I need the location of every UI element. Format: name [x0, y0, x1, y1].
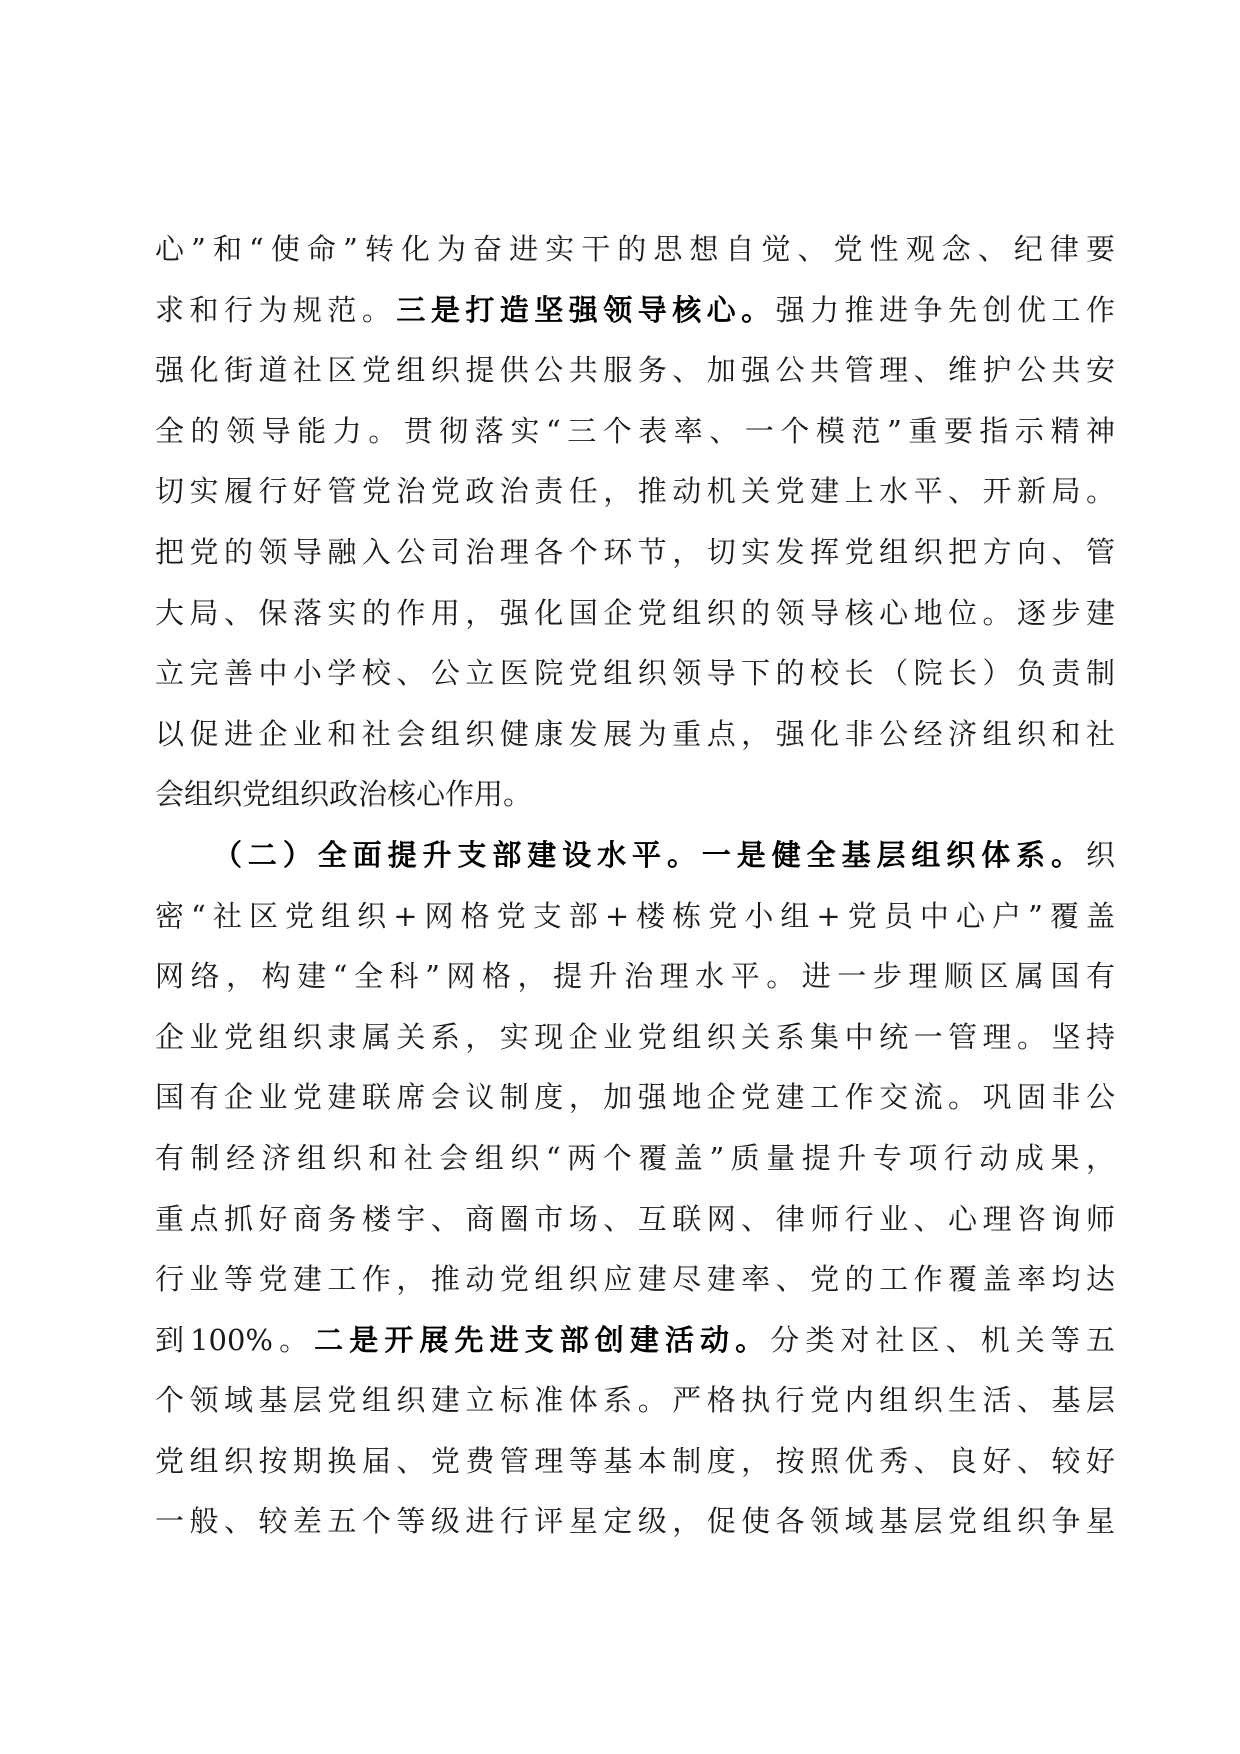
text-run: 会组织党组织政治核心作用。: [155, 777, 533, 812]
text-run: 大局、保落实的作用，强化国企党组织的领导核心地位。逐步建: [155, 595, 1115, 630]
text-line: [155, 1370, 1115, 1431]
text-line: [155, 704, 1115, 765]
bold-heading-run: 三是打造坚强领导核心。: [396, 292, 776, 327]
text-run: 求和行为规范。: [155, 292, 397, 327]
text-run: 网络，构建“全科”网格，提升治理水平。进一步理顺区属国有: [155, 959, 1115, 994]
text-run: 切实履行好管党治党政治责任，推动机关党建上水平、开新局。: [155, 474, 1115, 509]
text-run: 把党的领导融入公司治理各个环节，切实发挥党组织把方向、管: [155, 534, 1115, 569]
text-line: [155, 1249, 1115, 1310]
text-run: 企业党组织隶属关系，实现企业党组织关系集中统一管理。坚持: [155, 1019, 1115, 1054]
text-run: 强力推进争先创优工作: [775, 292, 1115, 327]
text-line: [155, 461, 1115, 522]
text-run: 有制经济组织和社会组织“两个覆盖”质量提升专项行动成果，: [155, 1140, 1115, 1175]
text-line: [155, 643, 1115, 704]
text-line: [155, 1310, 1115, 1371]
text-run: 国有企业党建联席会议制度，加强地企党建工作交流。巩固非公: [155, 1080, 1115, 1115]
text-run: 织: [1085, 837, 1115, 872]
text-run: 密“社区党组织+网格党支部+楼栋党小组+党员中心户”覆盖: [155, 898, 1115, 933]
text-run: 心”和“使命”转化为奋进实干的思想自觉、党性观念、纪律要: [155, 232, 1115, 266]
text-line: [155, 340, 1115, 401]
text-line: [155, 946, 1115, 1007]
text-run: 党组织按期换届、党费管理等基本制度，按照优秀、良好、较好: [155, 1443, 1115, 1478]
bold-heading-run: （二）全面提升支部建设水平。一是健全基层组织体系。: [213, 837, 1086, 872]
text-line: [155, 1067, 1115, 1128]
text-run: 分类对社区、机关等五: [770, 1322, 1115, 1357]
text-run: 一般、较差五个等级进行评星定级，促使各领域基层党组织争星: [155, 1504, 1115, 1539]
text-run: 立完善中小学校、公立医院党组织领导下的校长（院长）负责制: [155, 656, 1115, 691]
text-run: 到100%。: [155, 1322, 315, 1357]
text-line: [155, 1189, 1115, 1250]
text-line: [155, 1007, 1115, 1068]
text-line: [155, 1431, 1115, 1492]
text-line: [155, 280, 1115, 341]
text-run: 以促进企业和社会组织健康发展为重点，强化非公经济组织和社: [155, 716, 1115, 751]
text-line: [155, 401, 1115, 462]
text-run: 个领域基层党组织建立标准体系。严格执行党内组织生活、基层: [155, 1383, 1115, 1418]
text-line: [155, 522, 1115, 583]
text-run: 行业等党建工作，推动党组织应建尽建率、党的工作覆盖率均达: [155, 1262, 1115, 1297]
section-heading-line: [155, 825, 1115, 886]
text-line: [155, 1491, 1115, 1552]
text-line: [155, 219, 1115, 280]
text-line: [155, 583, 1115, 644]
bold-heading-run: 二是开展先进支部创建活动。: [314, 1322, 771, 1357]
text-run: 强化街道社区党组织提供公共服务、加强公共管理、维护公共安: [155, 353, 1115, 388]
text-line: [155, 764, 1115, 825]
body-text: [155, 219, 1115, 1552]
text-line: [155, 1128, 1115, 1189]
text-line: [155, 886, 1115, 947]
text-run: 重点抓好商务楼宇、商圈市场、互联网、律师行业、心理咨询师: [155, 1201, 1115, 1236]
text-run: 全的领导能力。贯彻落实“三个表率、一个模范”重要指示精神: [155, 413, 1115, 448]
